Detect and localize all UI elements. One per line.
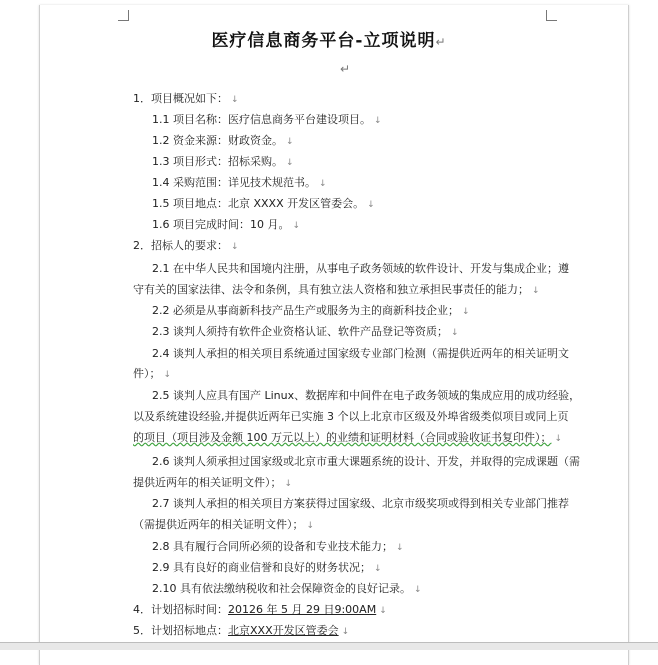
doc-line[interactable]: （需提供近两年的相关证明文件）； ↓ [133,518,315,531]
section-heading-2[interactable]: 2．招标人的要求： ↓ [133,239,239,252]
doc-line[interactable]: 2.7 谈判人承担的相关项目方案获得过国家级、北京市级奖项或得到相关专业部门推荐 [152,497,569,510]
planned-time-value: 20126 年 5 月 29 日9:00AM [228,603,377,616]
doc-line[interactable]: 1.6 项目完成时间：10 月。 ↓ [152,218,301,231]
doc-line[interactable]: 1.3 项目形式：招标采购。 ↓ [152,155,294,168]
doc-line[interactable]: 提供近两年的相关证明文件）； ↓ [133,476,293,489]
doc-line[interactable]: 2.9 具有良好的商业信誉和良好的财务状况； ↓ [152,561,382,574]
margin-corner-marker [118,10,129,21]
doc-line[interactable]: 2.1 在中华人民共和国境内注册，从事电子政务领域的软件设计、开发与集成企业；遵 [152,262,569,275]
doc-line[interactable]: 2.10 具有依法缴纳税收和社会保障资金的良好记录。 ↓ [152,582,422,595]
doc-line[interactable]: 守有关的国家法律、法令和条例，具有独立法人资格和独立承担民事责任的能力； ↓ [133,283,540,296]
doc-line[interactable]: 2.6 谈判人须承担过国家级或北京市重大课题系统的设计、开发，并取得的完成课题（需 [152,455,580,468]
doc-line[interactable]: 2.5 谈判人应具有国产 Linux、数据库和中间件在电子政务领域的集成应用的成功经验， [152,389,581,402]
doc-line[interactable]: 2.3 谈判人须持有软件企业资格认证、软件产品登记等资质； ↓ [152,325,459,338]
document-title[interactable]: 医疗信息商务平台-立项说明↵ [211,31,447,51]
section-heading-1[interactable]: 1．项目概况如下： ↓ [133,92,239,105]
doc-line[interactable]: 2.8 具有履行合同所必须的设备和专业技术能力； ↓ [152,540,404,553]
section-heading-4[interactable]: 4．计划招标时间：20126 年 5 月 29 日9:00AM ↓ [133,603,387,616]
doc-line[interactable]: 2.4 谈判人承担的相关项目系统通过国家级专业部门检测（需提供近两年的相关证明文 [152,347,569,360]
doc-line[interactable]: 以及系统建设经验,并提供近两年已实施 3 个以上北京市区级及外埠省级类似项目或同上页 [133,410,569,423]
doc-line[interactable]: 的项目（项目涉及金额 100 万元以上）的业绩和证明材料（合同或验收证书复印件）； ↓ [133,431,563,444]
doc-line[interactable]: 件）； ↓ [133,367,172,380]
doc-line[interactable]: 2.2 必须是从事商新科技产品生产或服务为主的商新科技企业； ↓ [152,304,470,317]
doc-line[interactable]: 1.4 采购范围：详见技术规范书。 ↓ [152,176,327,189]
margin-corner-marker [546,10,557,21]
doc-line[interactable]: 1.5 项目地点：北京 XXXX 开发区管委会。 ↓ [152,197,375,210]
doc-line[interactable]: 1.2 资金来源：财政资金。 ↓ [152,134,294,147]
section-heading-5[interactable]: 5．计划招标地点：北京XXX开发区管委会 ↓ [133,624,350,637]
doc-line[interactable]: 1.1 项目名称：医疗信息商务平台建设项目。 ↓ [152,113,382,126]
paragraph-mark: ↵ [340,62,351,76]
planned-location-value: 北京XXX开发区管委会 [228,624,339,637]
